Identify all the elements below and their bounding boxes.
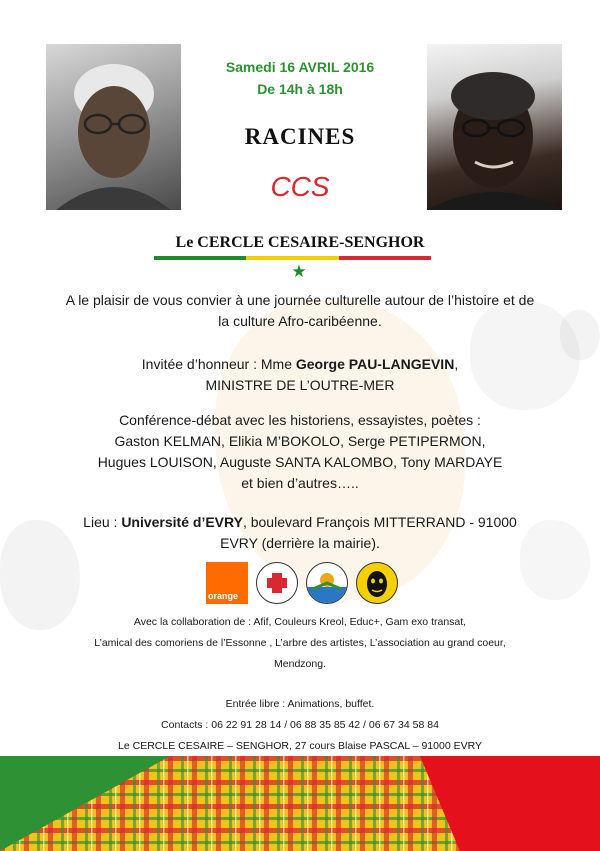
guest-prefix: Invitée d’honneur : Mme [141,356,296,372]
contact-phones: Contacts : 06 22 91 28 14 / 06 88 35 85 42 / 06 67 34 58 84 [161,719,439,731]
ccs-logo [270,168,330,204]
conference-line: et bien d’autres….. [241,475,359,491]
contact-info [40,694,560,757]
conference-line: Gaston KELMAN, Elikia M’BOKOLO, Serge PETIPERMON, [114,433,486,449]
event-hours: De 14h à 18h [257,81,343,97]
event-date-block [200,56,400,100]
orange-logo-label: orange [208,591,239,601]
conference-line: Hugues LOUISON, Auguste SANTA KALOMBO, Tony MARDAYE [97,454,503,470]
entry-info: Entrée libre : Animations, buffet. [225,698,375,710]
conference-speakers [40,410,560,494]
guest-role: MINISTRE DE L’OUTRE-MER [205,377,395,393]
venue-line [40,512,560,533]
stripe-green [154,256,246,260]
venue-place: Université d’EVRY [121,514,243,530]
invitation-line: la culture Afro-caribéenne. [218,313,382,329]
stripe-red [339,256,431,260]
venue-prefix: Lieu : [83,514,122,530]
face-emblem-logo [356,562,398,604]
collaboration-line: L’amical des comoriens de l’Essonne , L’arbre des artistes, L’association au grand coeur, [94,637,506,649]
orange-logo [206,562,248,604]
guest-of-honor [40,354,560,396]
event-date: Samedi 16 AVRIL 2016 [225,59,375,75]
portrait-photo-right [427,44,562,210]
contact-address: Le CERCLE CESAIRE – SENGHOR, 27 cours Blaise PASCAL – 91000 EVRY [118,740,482,752]
invitation-line: A le plaisir de vous convier à une journée culturelle autour de l’histoire et de [65,292,535,308]
guest-line [40,354,560,375]
venue-address: , boulevard François MITTERRAND - 91000 [242,514,517,530]
collaboration-line: Mendzong. [274,658,326,670]
association-logo [306,562,348,604]
island-map-background [560,310,600,360]
collaboration-text [40,612,560,675]
event-title: RACINES [244,124,356,149]
portrait-photo-left [46,44,181,210]
collaboration-line: Avec la collaboration de : Afif, Couleurs Kreol, Educ+, Gam exo transat, [133,616,467,628]
guest-suffix: , [454,356,459,372]
venue-line2: EVRY (derrière la mairie). [220,535,380,551]
guest-name: George PAU-LANGEVIN [295,356,455,372]
red-cross-logo [256,562,298,604]
ccs-logo-text: CCS [270,171,330,202]
green-star-icon: ★ [291,262,307,281]
sponsor-logos [206,562,396,604]
invitation-text [40,290,560,332]
senegal-flag-stripe [154,256,431,260]
madras-flag-footer [0,756,600,851]
conference-line: Conférence-débat avec les historiens, essayistes, poètes : [119,412,481,428]
organization-name: Le CERCLE CESAIRE-SENGHOR [175,234,425,251]
stripe-yellow [246,256,338,260]
venue-info [40,512,560,554]
